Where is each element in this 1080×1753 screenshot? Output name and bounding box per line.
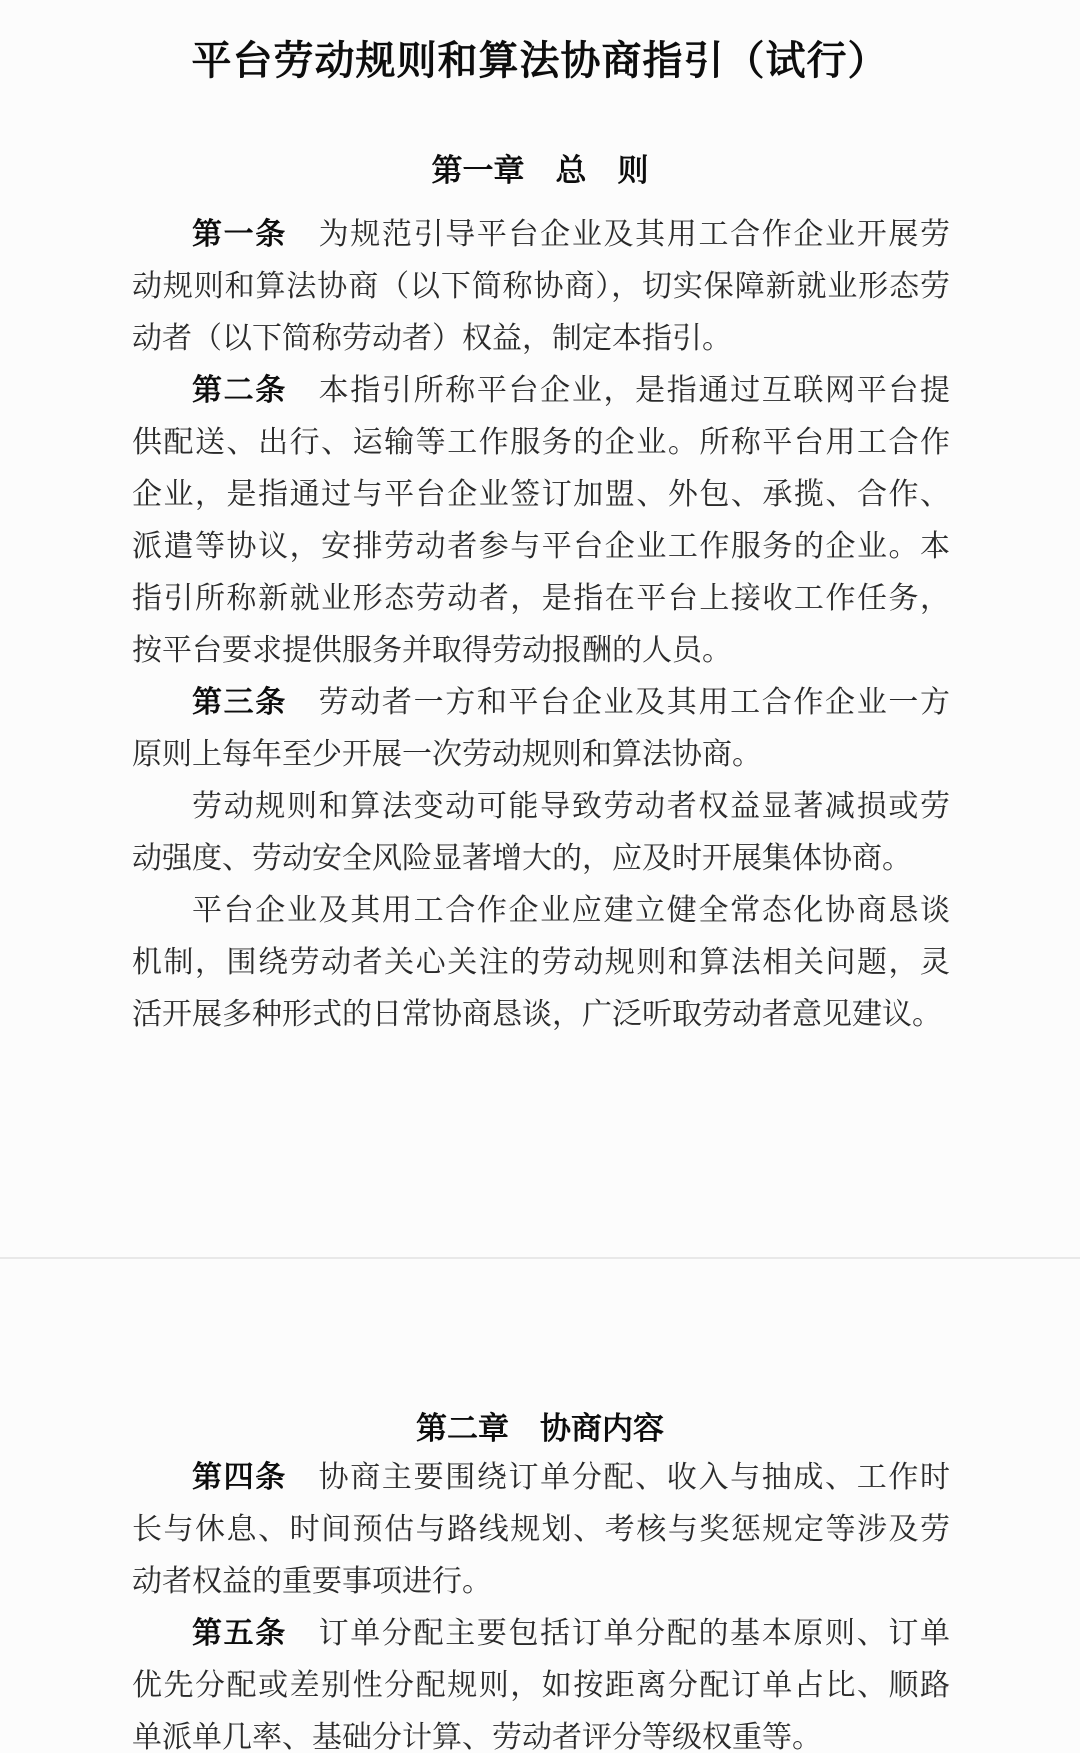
document-line: 原则上每年至少开展一次劳动规则和算法协商。 [132,738,762,771]
page-2-body [132,1452,950,1753]
document-line: 活开展多种形式的日常协商恳谈，广泛听取劳动者意见建议。 [132,998,942,1031]
document-line: 动规则和算法协商（以下简称协商），切实保障新就业形态劳 [132,270,950,303]
document-line: 派遣等协议，安排劳动者参与平台企业工作服务的企业。本 [132,530,950,563]
page-separator [0,1257,1080,1259]
document-line: 平台企业及其用工合作企业应建立健全常态化协商恳谈 [192,894,950,927]
document-line: 第五条 订单分配主要包括订单分配的基本原则、订单 [192,1617,950,1650]
document-line: 优先分配或差别性分配规则，如按距离分配订单占比、顺路 [132,1669,950,1702]
article-number: 第五条 [192,1617,287,1650]
document-line: 动者权益的重要事项进行。 [132,1565,492,1598]
document-title: 平台劳动规则和算法协商指引（试行） [191,39,889,83]
document-line: 第三条 劳动者一方和平台企业及其用工合作企业一方 [192,686,950,719]
document-line: 第四条 协商主要围绕订单分配、收入与抽成、工作时 [192,1461,950,1494]
article-number: 第四条 [192,1461,287,1494]
document-line: 按平台要求提供服务并取得劳动报酬的人员。 [132,634,732,667]
article-number: 第二条 [192,374,287,407]
page-1-body [132,209,950,1041]
document-line: 企业，是指通过与平台企业签订加盟、外包、承揽、合作、 [132,478,950,511]
article-number: 第三条 [192,686,287,719]
document-line: 单派单几率、基础分计算、劳动者评分等级权重等。 [132,1721,822,1753]
document-line: 供配送、出行、运输等工作服务的企业。所称平台用工合作 [132,426,950,459]
chapter-2-heading: 第二章 协商内容 [416,1411,664,1446]
chapter-1-heading: 第一章 总 则 [431,153,649,188]
document-line: 机制，围绕劳动者关心关注的劳动规则和算法相关问题，灵 [132,946,950,979]
article-number: 第一条 [192,218,287,251]
document-line: 动强度、劳动安全风险显著增大的，应及时开展集体协商。 [132,842,912,875]
document-line: 动者（以下简称劳动者）权益，制定本指引。 [132,322,732,355]
document-line: 指引所称新就业形态劳动者，是指在平台上接收工作任务， [132,582,950,615]
document-line: 长与休息、时间预估与路线规划、考核与奖惩规定等涉及劳 [132,1513,950,1546]
document-line: 劳动规则和算法变动可能导致劳动者权益显著减损或劳 [192,790,950,823]
document-line: 第二条 本指引所称平台企业，是指通过互联网平台提 [192,374,950,407]
document-line: 第一条 为规范引导平台企业及其用工合作企业开展劳 [192,218,950,251]
